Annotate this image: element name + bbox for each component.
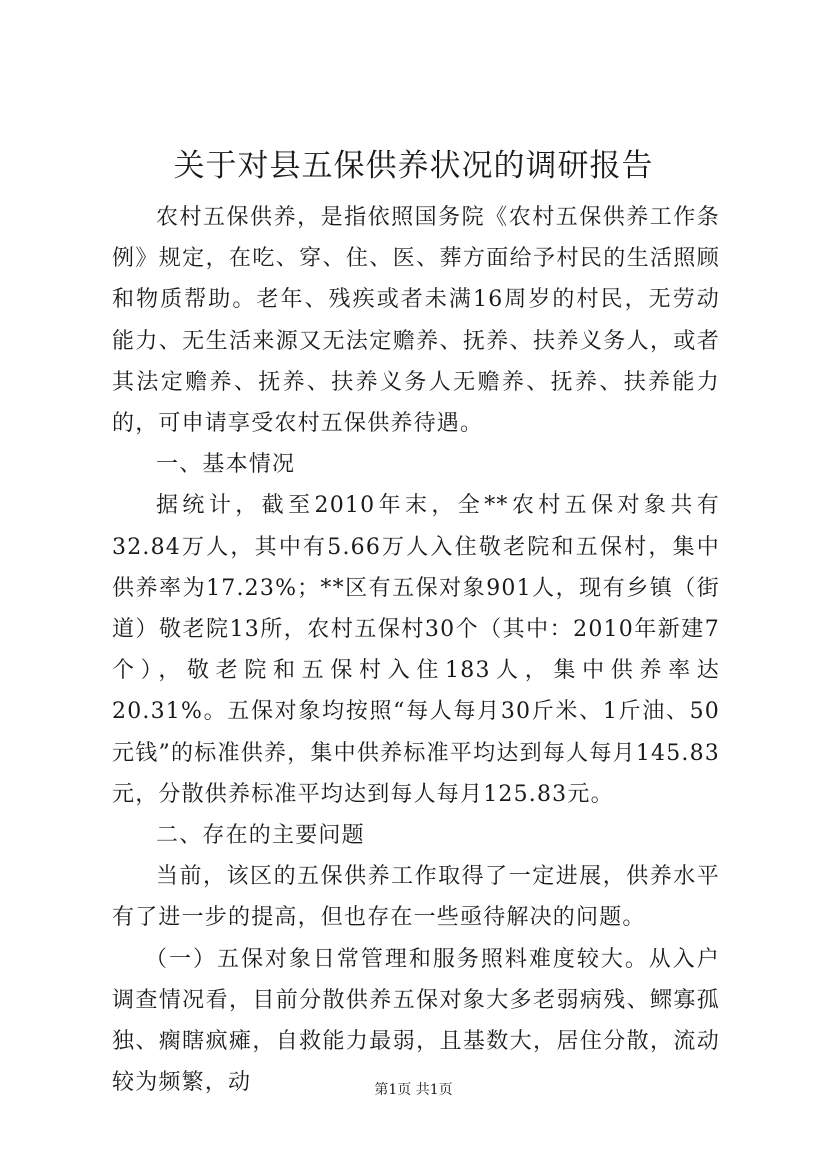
- paragraph-current-progress: 当前，该区的五保供养工作取得了一定进展，供养水平有了进一步的提高，但也存在一些亟待解决的问题。: [112, 864, 720, 931]
- page-number-footer: 第1页 共1页: [374, 1082, 453, 1098]
- paragraph-problem-one: （一）五保对象日常管理和服务照料难度较大。从入户调查情况看，目前分散供养五保对象大多老弱病残、鳏寡孤独、瘸瞎疯瘫，自救能力最弱，且基数大，居住分散，流动较为频繁，动: [112, 946, 720, 1096]
- document-title: 关于对县五保供养状况的调研报告: [173, 148, 654, 184]
- document-body: [112, 197, 720, 1103]
- paragraph-statistics: 据统计，截至2010年末，全**农村五保对象共有32.84万人，其中有5.66万人入住敬老院和五保村，集中供养率为17.23%；**区有五保对象901人，现有乡镇（街道）敬老院13所，农村五保村30个（其中：2010年新建7个），敬老院和五保村入住183人，集中供养率达20.31%。五保对象均按照“每人每月30斤米、1斤油、50元钱”的标准供养，集中供养标准平均达到每人每月145.83元，分散供养标准平均达到每人每月125.83元。: [112, 493, 720, 807]
- section-heading-basic-situation: 一、基本情况: [156, 452, 296, 478]
- paragraph-intro: 农村五保供养，是指依照国务院《农村五保供养工作条例》规定，在吃、穿、住、医、葬方面给予村民的生活照顾和物质帮助。老年、残疾或者未满16周岁的村民，无劳动能力、无生活来源又无法定赡养、抚养、扶养义务人，或者其法定赡养、抚养、扶养义务人无赡养、抚养、扶养能力的，可申请享受农村五保供养待遇。: [112, 205, 720, 437]
- section-heading-main-problems: 二、存在的主要问题: [156, 823, 365, 849]
